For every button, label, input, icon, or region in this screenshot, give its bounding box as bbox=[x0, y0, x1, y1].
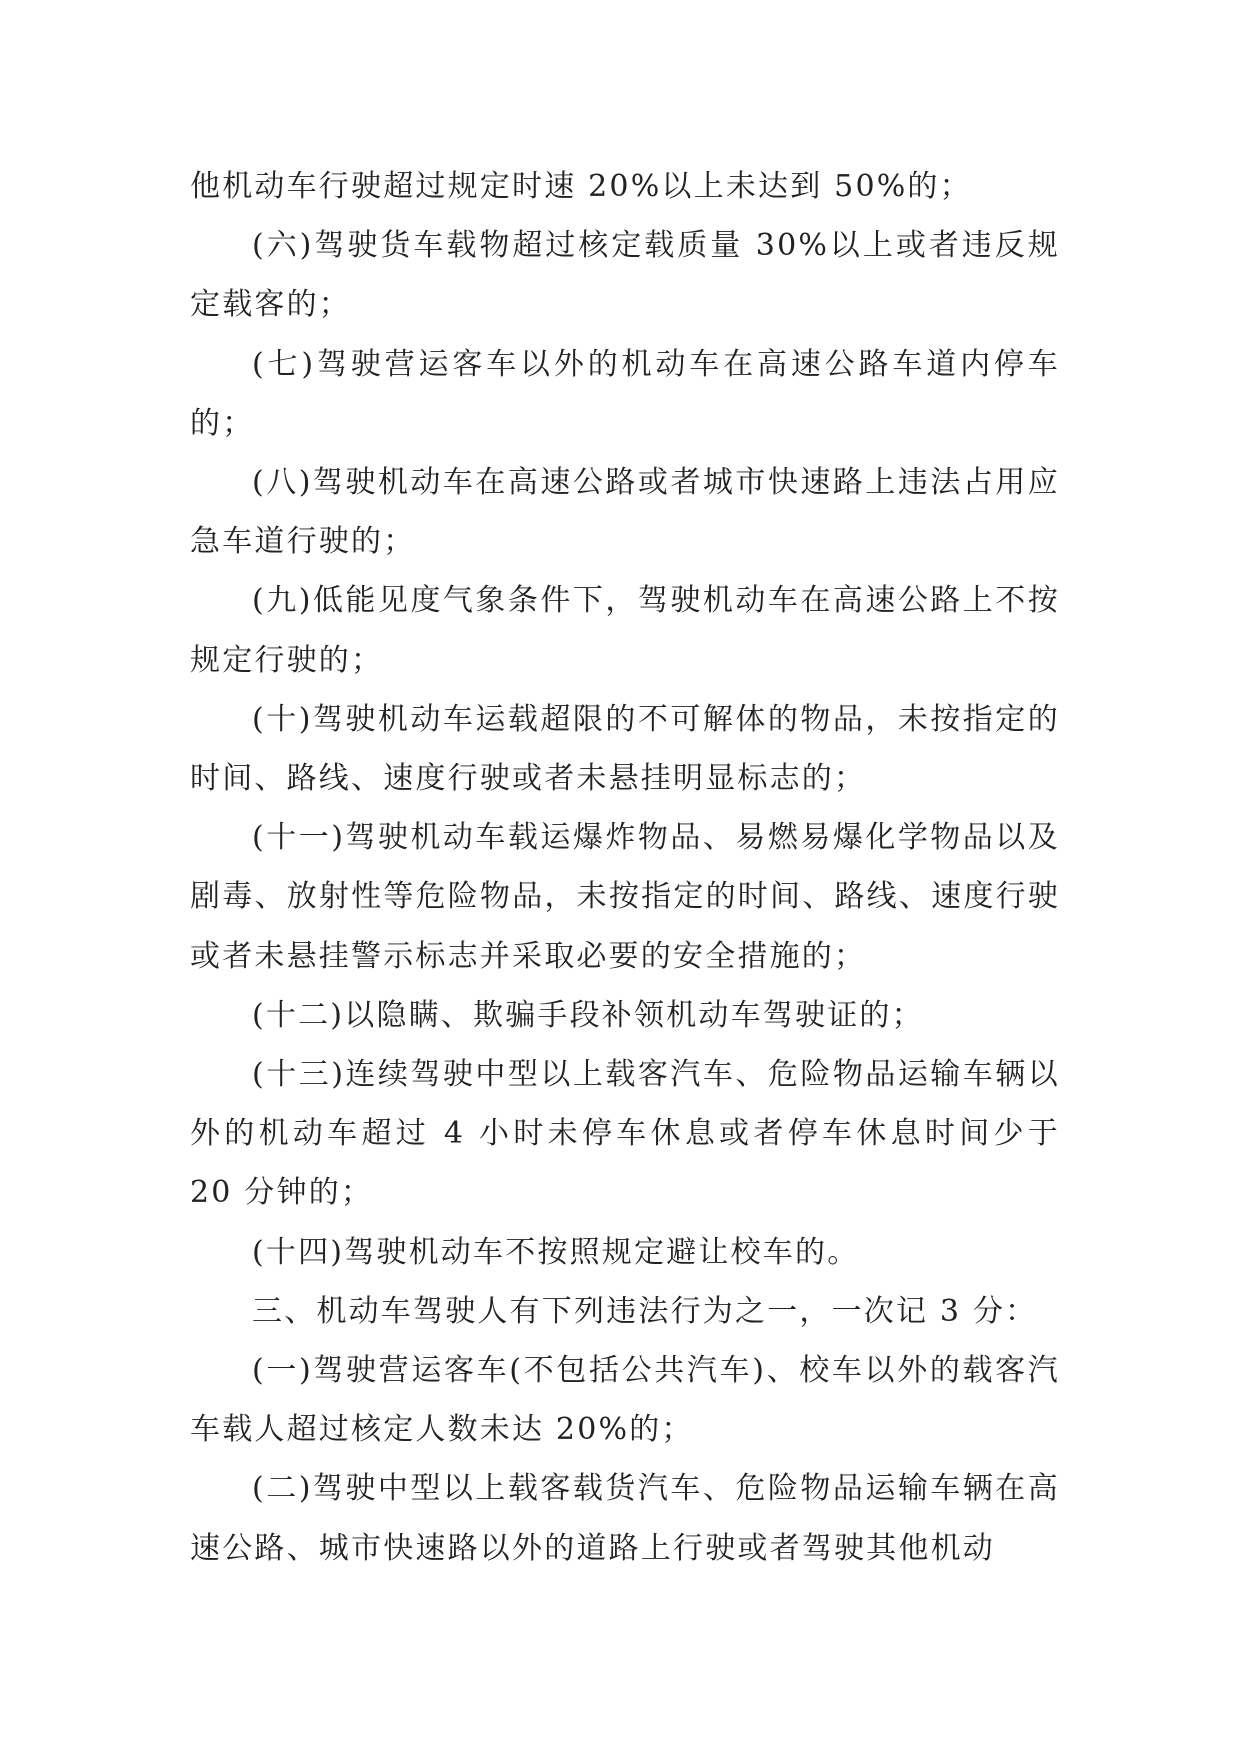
paragraph-item-9: (九)低能见度气象条件下，驾驶机动车在高速公路上不按规定行驶的； bbox=[190, 583, 1060, 678]
section-heading-three: 三、机动车驾驶人有下列违法行为之一，一次记 3 分： bbox=[252, 1293, 1038, 1329]
paragraph-item-14: (十四)驾驶机动车不按照规定避让校车的。 bbox=[252, 1234, 860, 1270]
paragraph-item-7: (七)驾驶营运客车以外的机动车在高速公路车道内停车的； bbox=[190, 346, 1060, 441]
paragraph-item-10: (十)驾驶机动车运载超限的不可解体的物品，未按指定的时间、路线、速度行驶或者未悬挂明显标志的； bbox=[190, 701, 1060, 797]
paragraph-item-2: (二)驾驶中型以上载客载货汽车、危险物品运输车辆在高速公路、城市快速路以外的道路上行驶或者驾驶其他机动 bbox=[190, 1471, 1060, 1566]
paragraph-item-12: (十二)以隐瞒、欺骗手段补领机动车驾驶证的； bbox=[252, 997, 924, 1033]
paragraph-item-8: (八)驾驶机动车在高速公路或者城市快速路上违法占用应急车道行驶的； bbox=[190, 465, 1060, 560]
paragraph-item-6: (六)驾驶货车载物超过核定载质量 30%以上或者违反规定载客的； bbox=[190, 228, 1060, 323]
paragraph-item-1: (一)驾驶营运客车(不包括公共汽车)、校车以外的载客汽车载人超过核定人数未达 20%的； bbox=[190, 1353, 1060, 1448]
paragraph-continuation: 他机动车行驶超过规定时速 20%以上未达到 50%的； bbox=[190, 169, 972, 204]
document-body bbox=[190, 157, 1060, 1578]
paragraph-item-11: (十一)驾驶机动车载运爆炸物品、易燃易爆化学物品以及剧毒、放射性等危险物品，未按指定的时间、路线、速度行驶或者未悬挂警示标志并采取必要的安全措施的； bbox=[190, 820, 1060, 974]
paragraph-item-13: (十三)连续驾驶中型以上载客汽车、危险物品运输车辆以外的机动车超过 4 小时未停车休息或者停车休息时间少于 20 分钟的； bbox=[190, 1057, 1060, 1211]
